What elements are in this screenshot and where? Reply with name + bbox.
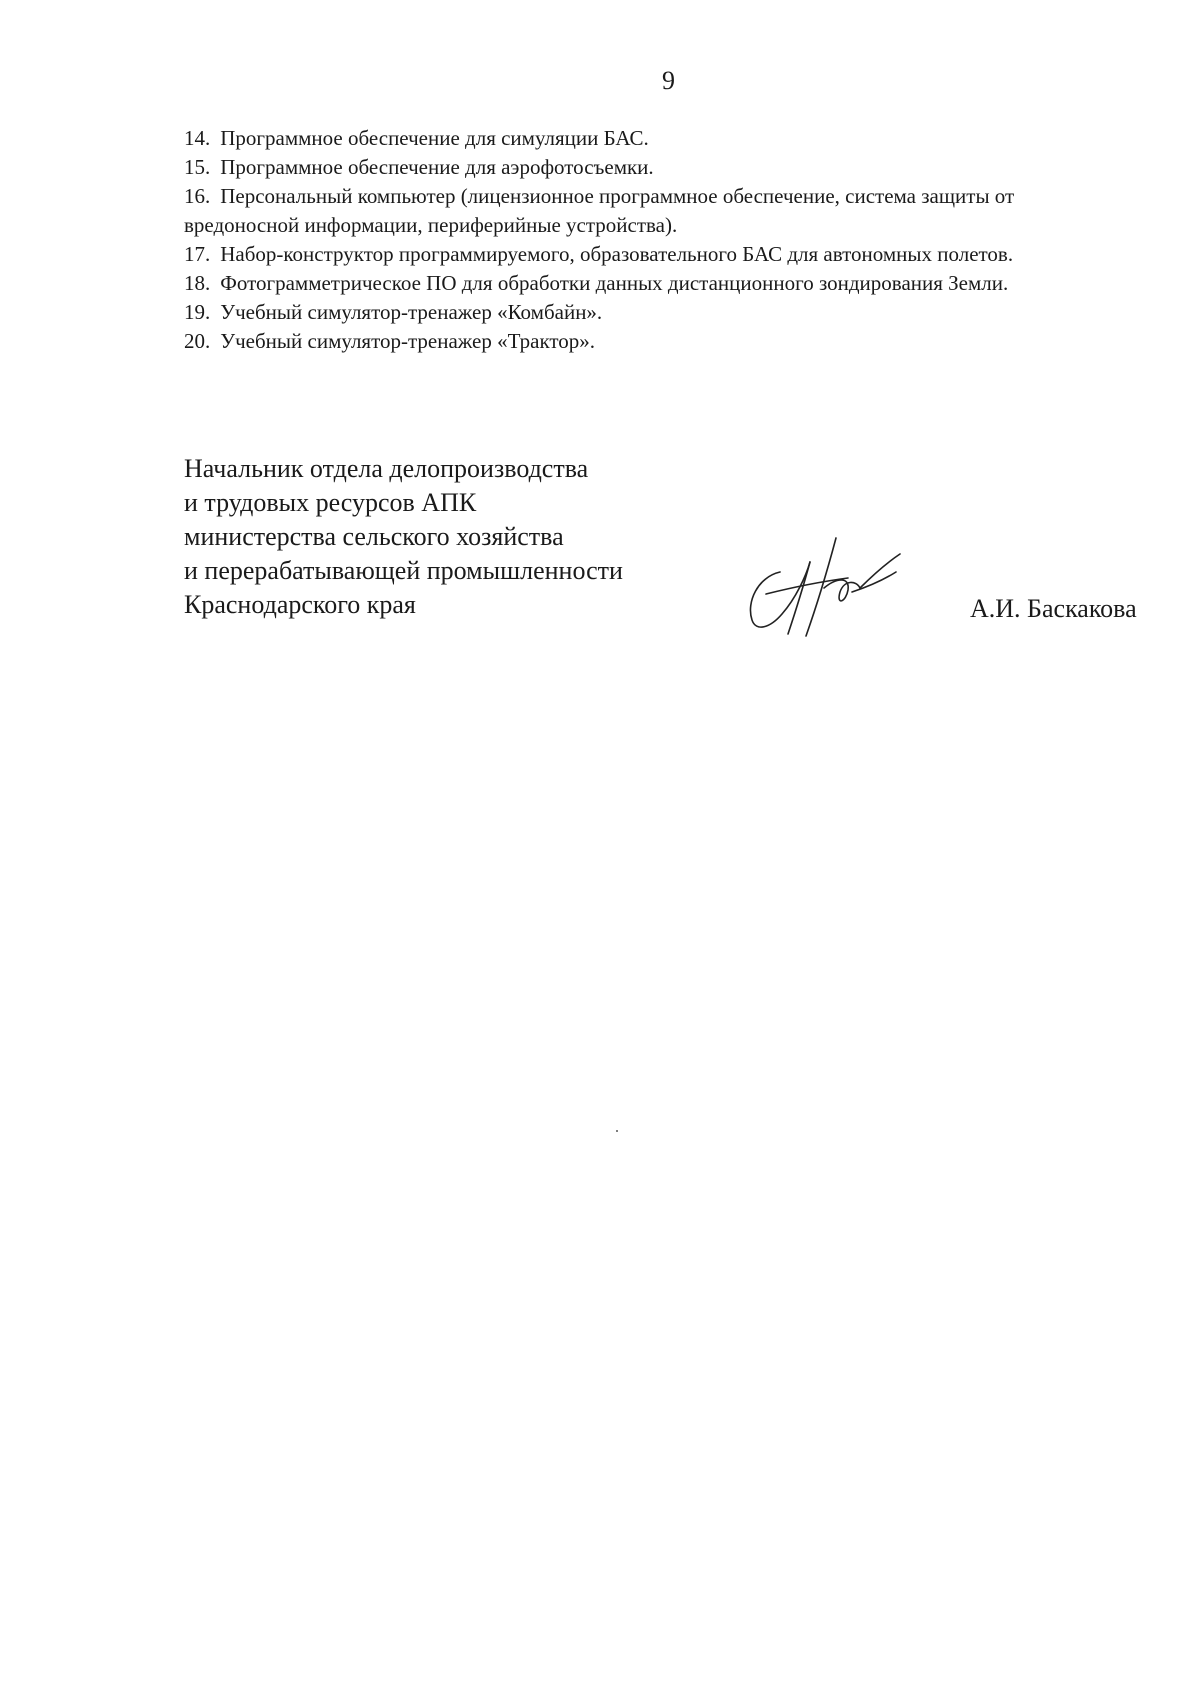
list-item-text: Набор-конструктор программируемого, образовательного БАС для автономных полетов. — [220, 242, 1014, 266]
equipment-list — [184, 124, 1164, 356]
scan-speck — [616, 1130, 618, 1132]
signatory-position — [184, 452, 623, 622]
list-item-text: Учебный симулятор-тренажер «Трактор». — [220, 329, 596, 353]
list-item-number: 14. — [184, 126, 211, 150]
list-item-number: 15. — [184, 155, 211, 179]
signatory-position-line: министерства сельского хозяйства — [184, 522, 564, 551]
list-item — [184, 327, 1164, 356]
list-item-text: Учебный симулятор-тренажер «Комбайн». — [220, 300, 603, 324]
signatory-position-line: Краснодарского края — [184, 590, 416, 619]
list-item-text: Программное обеспечение для симуляции БАС. — [220, 126, 649, 150]
signatory-position-line: и трудовых ресурсов АПК — [184, 488, 477, 517]
list-item-continuation-text: вредоносной информации, периферийные устройства). — [184, 213, 678, 237]
list-item — [184, 182, 1164, 211]
list-item-number: 16. — [184, 184, 211, 208]
list-item-number: 20. — [184, 329, 211, 353]
list-item — [184, 269, 1164, 298]
list-item-number: 19. — [184, 300, 211, 324]
signatory-position-line: Начальник отдела делопроизводства — [184, 454, 589, 483]
list-item — [184, 153, 1164, 182]
page-number: 9 — [662, 66, 675, 95]
list-item-text: Программное обеспечение для аэрофотосъемки. — [220, 155, 654, 179]
list-item — [184, 298, 1164, 327]
signatory-position-line: и перерабатывающей промышленности — [184, 556, 623, 585]
list-item-number: 18. — [184, 271, 211, 295]
handwritten-signature-icon — [740, 532, 910, 642]
list-item — [184, 124, 1164, 153]
list-item-text: Фотограмметрическое ПО для обработки данных дистанционного зондирования Земли. — [220, 271, 1009, 295]
list-item-number: 17. — [184, 242, 211, 266]
list-item — [184, 240, 1164, 269]
list-item-text: Персональный компьютер (лицензионное программное обеспечение, система защиты от — [220, 184, 1015, 208]
list-item-continuation — [184, 211, 1164, 240]
signatory-name: А.И. Баскакова — [970, 594, 1137, 623]
